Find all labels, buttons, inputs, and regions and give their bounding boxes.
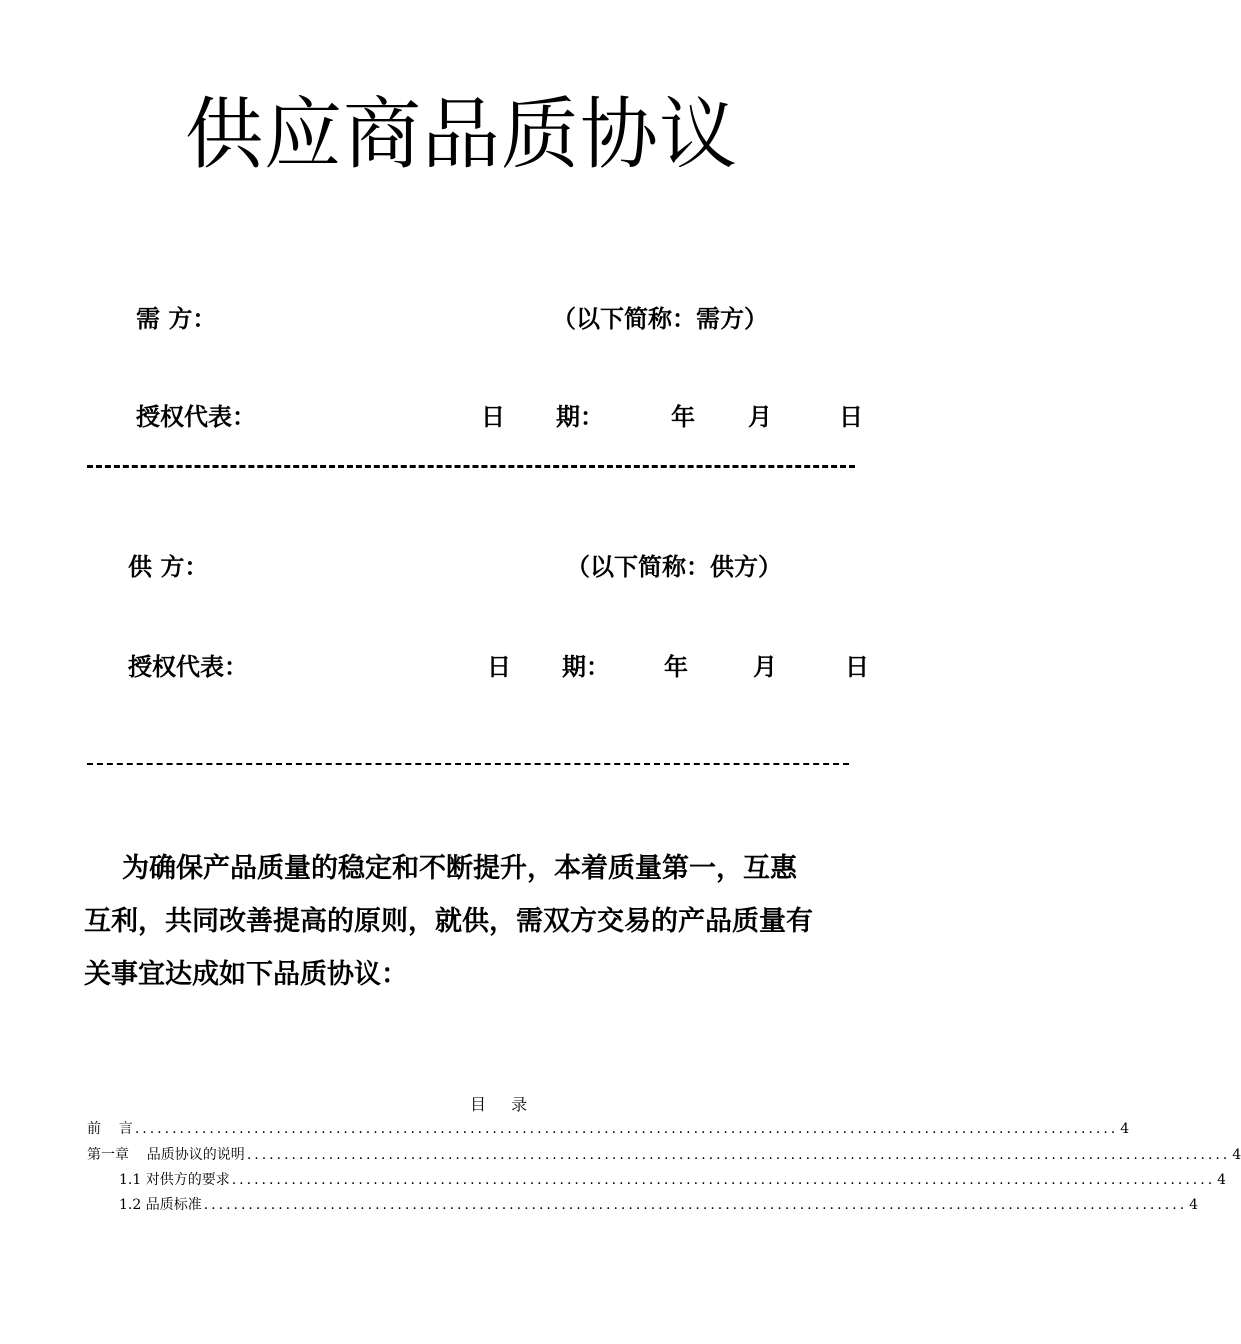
toc-entry[interactable]: [87, 1145, 1241, 1165]
toc-entry-page: 4: [1232, 1147, 1241, 1163]
toc-leader-dots: ....................................................................................................................................: [231, 1172, 1216, 1188]
document-title: 供应商品质协议: [185, 90, 739, 180]
toc-title: 目 录: [470, 1095, 538, 1114]
toc-entry-label: 1.1 对供方的要求: [119, 1172, 230, 1188]
toc-entry-label: 1.2 品质标准: [119, 1197, 202, 1213]
toc-entry-page: 4: [1217, 1172, 1227, 1188]
demand-date-label-period: 期：: [556, 402, 604, 431]
toc-entry-page: 4: [1120, 1121, 1130, 1137]
supply-rep-label: 授权代表：: [128, 652, 248, 681]
demand-date-day: 日: [839, 402, 863, 431]
toc-entry-label: 第一章 品质协议的说明: [87, 1147, 245, 1163]
supply-date-month: 月: [753, 652, 777, 681]
supply-date-label-period: 期：: [562, 652, 610, 681]
demand-party-label: 需 方：: [136, 304, 217, 333]
intro-line: 关事宜达成如下品质协议：: [84, 959, 408, 990]
toc-entry-page: 4: [1189, 1197, 1199, 1213]
separator-line: [87, 763, 849, 765]
toc-entry[interactable]: [119, 1170, 1227, 1190]
supply-party-abbr: （以下简称：供方）: [566, 552, 782, 581]
intro-line: 互利，共同改善提高的原则，就供，需双方交易的产品质量有: [84, 906, 813, 937]
supply-date-year: 年: [664, 652, 688, 681]
toc-leader-dots: ....................................................................................................................................: [203, 1197, 1188, 1213]
toc-entry[interactable]: [87, 1119, 1130, 1139]
intro-paragraph: [84, 842, 874, 1001]
toc-leader-dots: ....................................................................................................................................: [246, 1147, 1231, 1163]
demand-rep-label: 授权代表：: [136, 402, 256, 431]
supply-date-day: 日: [845, 652, 869, 681]
demand-date-year: 年: [671, 402, 695, 431]
toc-entry[interactable]: [119, 1195, 1199, 1215]
supply-date-label-day: 日: [487, 652, 511, 681]
supply-party-label: 供 方：: [128, 552, 209, 581]
demand-date-label-day: 日: [481, 402, 505, 431]
toc-entry-label: 前 言: [87, 1121, 133, 1137]
demand-party-abbr: （以下简称：需方）: [552, 304, 768, 333]
demand-date-month: 月: [748, 402, 772, 431]
toc-leader-dots: ....................................................................................................................................: [134, 1121, 1119, 1137]
intro-line: 为确保产品质量的稳定和不断提升，本着质量第一，互惠: [122, 853, 797, 884]
separator-line: [87, 465, 855, 468]
